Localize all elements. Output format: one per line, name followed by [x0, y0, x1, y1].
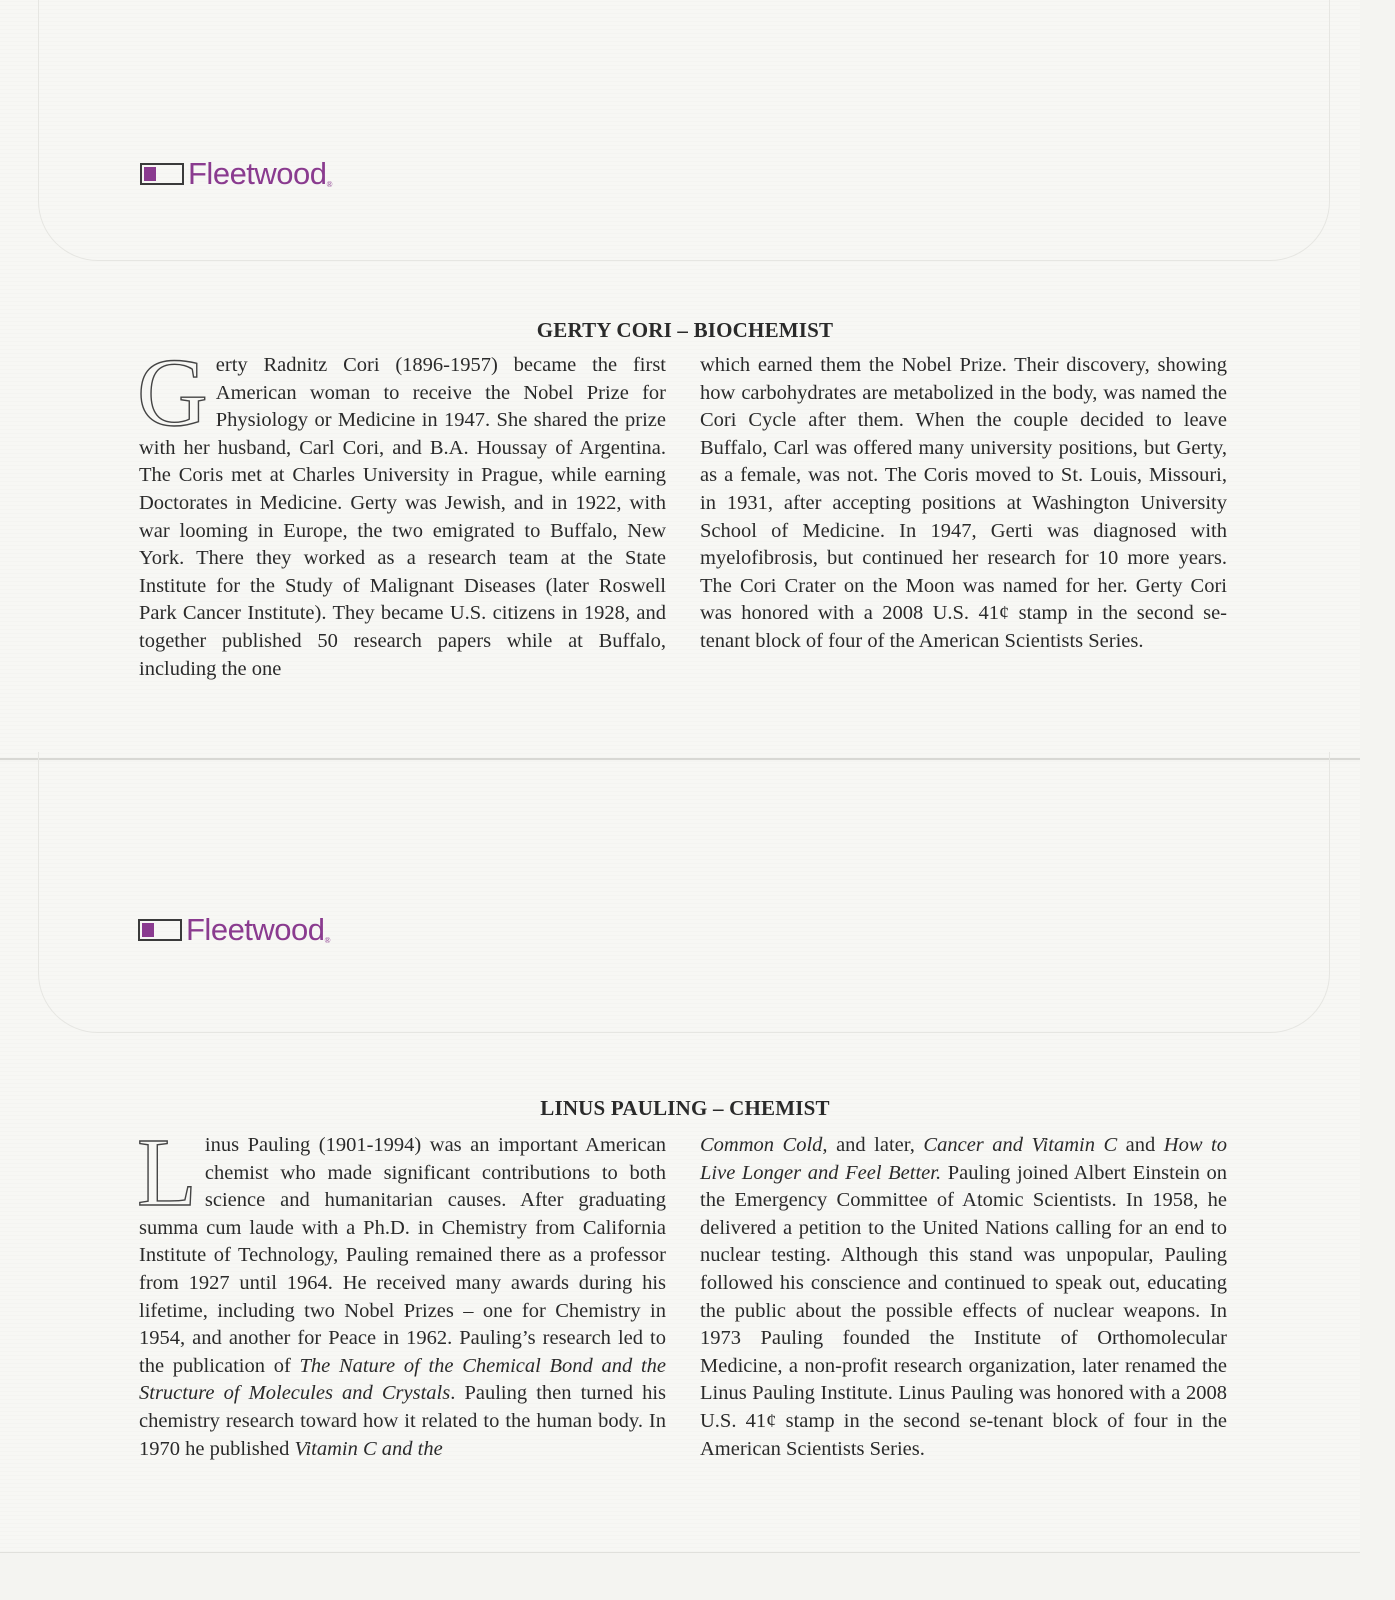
envelope-bottom: [0, 762, 1360, 1553]
book-title: Vitamin C and the: [294, 1437, 443, 1460]
book-title: The Nature of the Chemical Bond and the Structure of Molecules and Crystals: [139, 1354, 666, 1405]
article-heading: LINUS PAULING – CHEMIST: [540, 1096, 830, 1120]
article-column-right: [700, 1132, 1227, 1463]
envelope-top: [0, 0, 1360, 760]
article-column-left: [137, 339, 666, 683]
drop-cap: G: [137, 339, 208, 447]
logo-registered-mark: ®: [324, 936, 331, 945]
article-heading: GERTY CORI – BIOCHEMIST: [536, 318, 834, 342]
article-column-right: [700, 352, 1227, 656]
drop-cap: L: [137, 1119, 197, 1227]
fleetwood-logo: [138, 914, 331, 945]
book-title: Common Cold,: [700, 1134, 828, 1156]
article-text: which earned them the Nobel Prize. Their discovery, showing how carbohydrates are metabolized in the body, was named the Cori Cycle after them. When the couple decided to leave Buffalo, Carl was offered many university positions, but Gerty, as a female, was not. The Coris moved to St. Louis, Missouri, in 1931, after accepting positions at Washington University School of Medicine. In 1947, Gerti was diagnosed with myelofibrosis, but continued her research for 10 more years. The Cori Crater on the Moon was named for her. Gerty Cori was honored with a 2008 U.S. 41¢ stamp in the second se-tenant block of four of the American Scientists Series.: [700, 354, 1227, 652]
fleetwood-logo: [140, 158, 333, 189]
article-text: . Pauling then turned his chemistry research toward how it related to the human body. In 1970 he published: [139, 1382, 666, 1460]
article-text: Pauling joined Albert Einstein on the Emergency Committee of Atomic Scientists. In 1958, he delivered a petition to the United Nations calling for an end to nuclear testing. Although this stand was unpopular, Pauling followed his conscience and continued to speak out, educating the public about the possible effects of nuclear weapons. In 1973 Pauling founded the Institute of Orthomolecular Medicine, a non-profit research organization, later renamed the Linus Pauling Institute. Linus Pauling was honored with a 2008 U.S. 41¢ stamp in the second se-tenant block of four in the American Scientists Series.: [700, 1161, 1227, 1460]
article-text: inus Pauling (1901-1994) was an important American chemist who made significant contributions to both science and humanitarian causes. After graduating summa cum laude with a Ph.D. in Chemistry from California Institute of Technology, Pauling remained there as a professor from 1927 until 1964. He received many awards during his lifetime, including two Nobel Prizes – one for Chemistry in 1954, and another for Peace in 1962. Pauling’s research led to the publication of: [139, 1134, 666, 1377]
article-text: erty Radnitz Cori (1896-1957) became the first American woman to receive the Nobel Prize for Physiology or Medicine in 1947. She shared the prize with her husband, Carl Cori, and B.A. Houssay of Argentina. The Coris met at Charles University in Prague, while earning Doctorates in Medicine. Gerty was Jewish, and in 1922, with war looming in Europe, the two emigrated to Buffalo, New York. There they worked as a research team at the State Institute for the Study of Malignant Diseases (later Roswell Park Cancer Institute). They became U.S. citizens in 1928, and together published 50 research papers while at Buffalo, including the one: [139, 354, 666, 680]
fleetwood-logo-mark-icon: [140, 163, 184, 185]
book-title: Cancer and Vitamin C: [923, 1134, 1118, 1156]
envelope-flap: [38, 0, 1330, 261]
logo-text: Fleetwood: [188, 156, 327, 191]
logo-text: Fleetwood: [186, 912, 325, 947]
fleetwood-logo-mark-icon: [138, 919, 182, 941]
envelope-flap: [38, 752, 1330, 1033]
book-title: How to Live Longer and Feel Better.: [700, 1134, 1227, 1184]
article-column-left: [137, 1119, 666, 1463]
article-text: and later,: [827, 1134, 924, 1156]
logo-registered-mark: ®: [326, 180, 333, 189]
article-text: and: [1117, 1134, 1164, 1156]
